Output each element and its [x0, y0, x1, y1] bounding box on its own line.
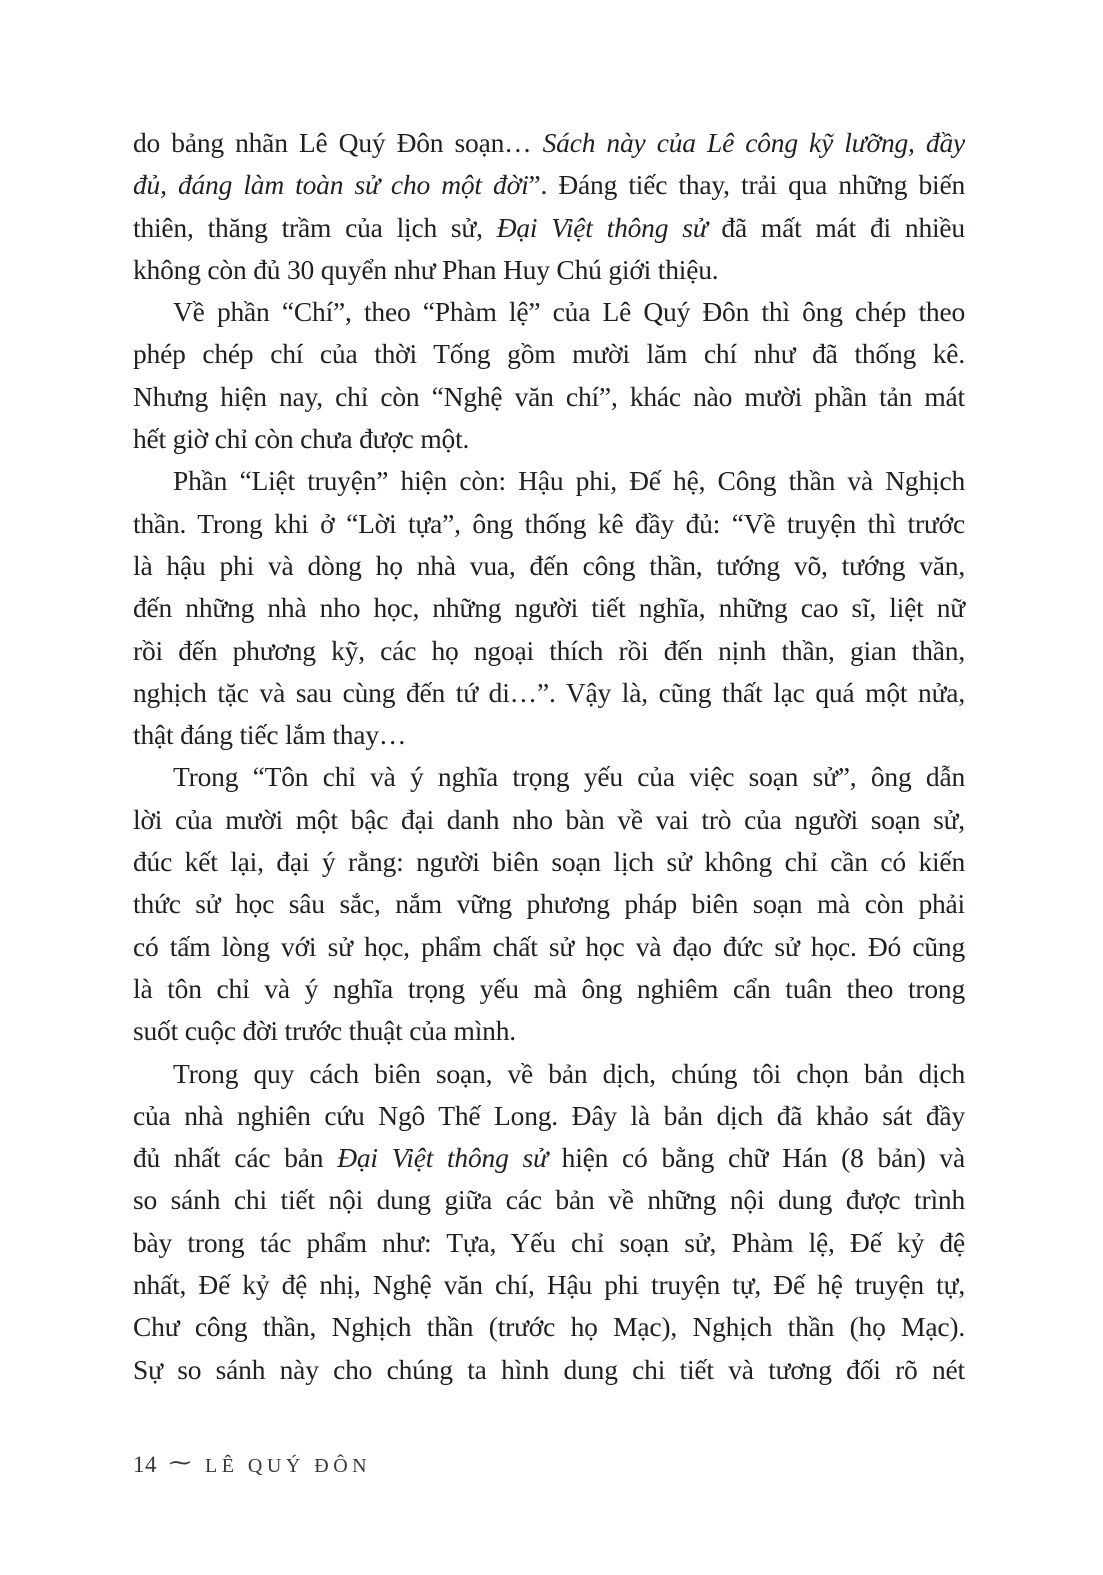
text-line: có tấm lòng với sử học, phẩm chất sử học và đạo đức sử học. Đó cũng — [133, 930, 965, 962]
text-line: Sự so sánh này cho chúng ta hình dung chi tiết và tương đối rõ nét — [133, 1353, 965, 1385]
text-line: đủ nhất các bản Đại Việt thông sử hiện có bằng chữ Hán (8 bản) và — [133, 1142, 965, 1174]
text-line: đủ, đáng làm toàn sử cho một đời”. Đáng tiếc thay, trải qua những biến — [133, 169, 965, 201]
text-line: Phần “Liệt truyện” hiện còn: Hậu phi, Đế hệ, Công thần và Nghịch — [173, 465, 965, 497]
text-line: hết giờ chỉ còn chưa được một. — [133, 423, 470, 455]
paragraph — [133, 1053, 965, 1391]
text-line: phép chép chí của thời Tống gồm mười lăm chí như đã thống kê. — [133, 338, 965, 370]
text-line: không còn đủ 30 quyển như Phan Huy Chú giới thiệu. — [133, 253, 719, 285]
text-line: Về phần “Chí”, theo “Phàm lệ” của Lê Quý Đôn thì ông chép theo — [173, 296, 965, 328]
paragraph — [133, 756, 965, 1052]
text-line: là hậu phi và dòng họ nhà vua, đến công thần, tướng võ, tướng văn, — [133, 549, 965, 581]
text-line: thật đáng tiếc lắm thay… — [133, 719, 407, 751]
text-line: thiên, thăng trầm của lịch sử, Đại Việt thông sử đã mất mát đi nhiều — [133, 211, 965, 243]
page-number: 14 — [133, 1452, 157, 1477]
text-line: bày trong tác phẩm như: Tựa, Yếu chỉ soạn sử, Phàm lệ, Đế kỷ đệ — [133, 1226, 965, 1258]
italic-title: đủ, đáng làm toàn sử cho một đời — [133, 169, 529, 201]
text-line: nghịch tặc và sau cùng đến tứ di…”. Vậy là, cũng thất lạc quá một nửa, — [133, 676, 965, 708]
text-line: Trong “Tôn chỉ và ý nghĩa trọng yếu của việc soạn sử”, ông dẫn — [173, 761, 965, 793]
italic-title: Sách này của Lê công kỹ lưỡng, đầy — [542, 127, 965, 158]
text-line: của nhà nghiên cứu Ngô Thế Long. Đây là bản dịch đã khảo sát đầy — [133, 1099, 965, 1131]
paragraph — [133, 460, 965, 756]
italic-title: Đại Việt thông sử — [337, 1142, 548, 1174]
text-line: thần. Trong khi ở “Lời tựa”, ông thống kê đầy đủ: “Về truyện thì trước — [133, 507, 965, 539]
page-footer — [133, 1452, 371, 1478]
paragraph-container — [133, 122, 965, 1391]
paragraph — [133, 291, 965, 460]
text-line: nhất, Đế kỷ đệ nhị, Nghệ văn chí, Hậu phi truyện tự, Đế hệ truyện tự, — [133, 1269, 965, 1301]
text-line: so sánh chi tiết nội dung giữa các bản về những nội dung được trình — [133, 1184, 965, 1216]
text-line: rồi đến phương kỹ, các họ ngoại thích rồi đến nịnh thần, gian thần, — [133, 634, 965, 666]
swash-separator-icon: ⁓ — [169, 1450, 191, 1475]
italic-title: Đại Việt thông sử — [496, 211, 708, 243]
text-line: Chư công thần, Nghịch thần (trước họ Mạc), Nghịch thần (họ Mạc). — [133, 1311, 965, 1343]
running-title: LÊ QUÝ ĐÔN — [205, 1455, 372, 1477]
text-line: Trong quy cách biên soạn, về bản dịch, chúng tôi chọn bản dịch — [173, 1057, 965, 1089]
text-line: đúc kết lại, đại ý rằng: người biên soạn lịch sử không chỉ cần có kiến — [133, 846, 965, 878]
text-line: suốt cuộc đời trước thuật của mình. — [133, 1015, 516, 1047]
text-line: thức sử học sâu sắc, nắm vững phương pháp biên soạn mà còn phải — [133, 888, 965, 920]
paragraph — [133, 122, 965, 291]
text-line: lời của mười một bậc đại danh nho bàn về vai trò của người soạn sử, — [133, 803, 965, 835]
text-line: Nhưng hiện nay, chỉ còn “Nghệ văn chí”, khác nào mười phần tản mát — [133, 380, 965, 412]
text-line: là tôn chỉ và ý nghĩa trọng yếu mà ông nghiêm cẩn tuân theo trong — [133, 972, 965, 1004]
text-line: đến những nhà nho học, những người tiết nghĩa, những cao sĩ, liệt nữ — [133, 592, 965, 624]
text-line: do bảng nhãn Lê Quý Đôn soạn… Sách này của Lê công kỹ lưỡng, đầy — [133, 127, 965, 158]
page-body — [133, 122, 965, 1391]
